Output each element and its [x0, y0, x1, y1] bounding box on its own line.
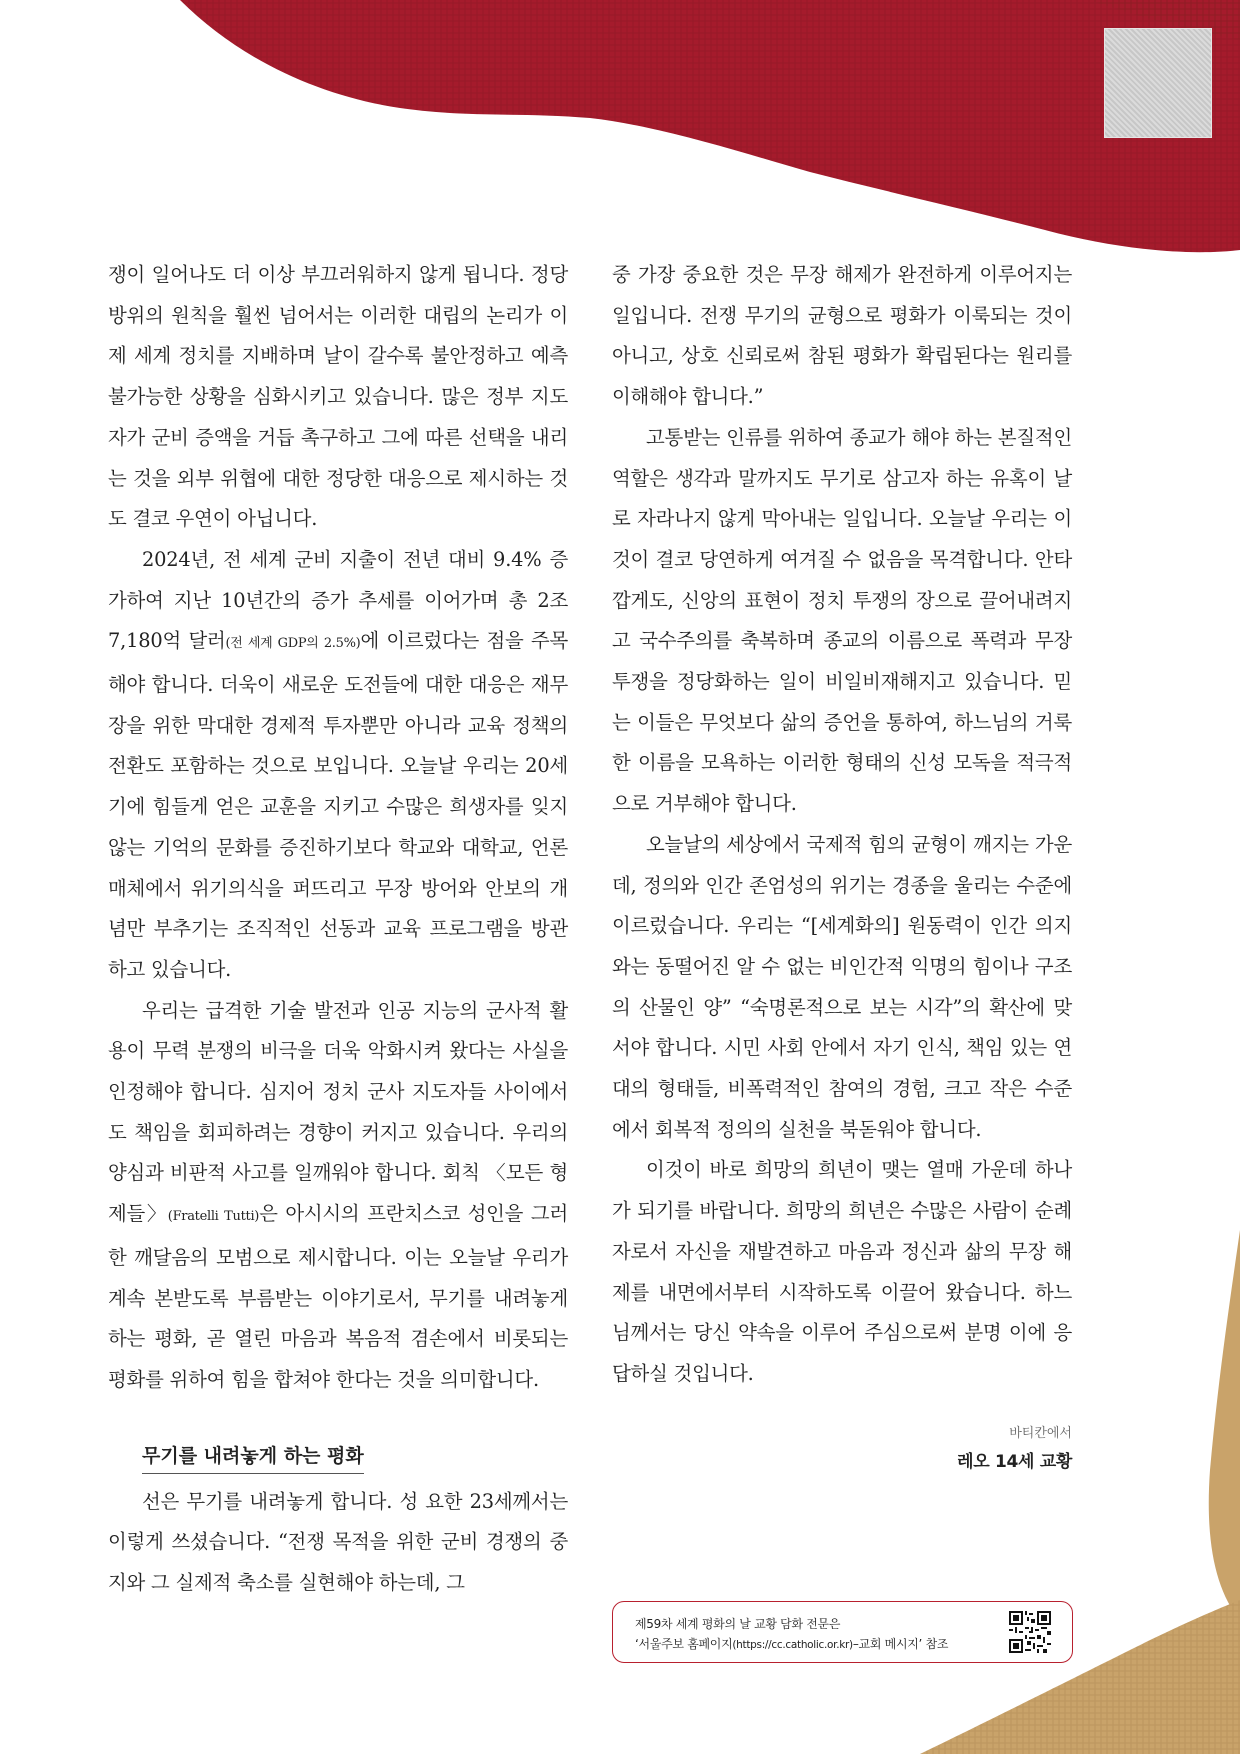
left-column	[108, 255, 568, 1604]
paragraph-text: 우리는 급격한 기술 발전과 인공 지능의 군사적 활용이 무력 분쟁의 비극을 더욱 악화시켜 왔다는 사실을 인정해야 합니다. 심지어 정치 군사 지도자들 사이에서도 책임을 회피하려는 경향이 커지고 있습니다. 우리의 양심과 비판적 사고를 일깨워야 합니다. 회칙 〈모든 형제들〉	[108, 998, 568, 1226]
paragraph-text: 에 이르렀다는 점을 주목해야 합니다. 더욱이 새로운 도전들에 대한 대응은 재무장을 위한 막대한 경제적 투자뿐만 아니라 교육 정책의 전환도 포함하는 것으로 보입니다. 오늘날 우리는 20세기에 힘들게 얻은 교훈을 지키고 수많은 희생자를 잊지 않는 기억의 문화를 증진하기보다 학교와 대학교, 언론 매체에서 위기의식을 퍼뜨리고 무장 방어와 안보의 개념만 부추기는 조직적인 선동과 교육 프로그램을 방관하고 있습니다.	[108, 629, 568, 981]
notice-line-2-end: –교회 메시지’ 참조	[852, 1637, 949, 1651]
notice-line-1: 제59차 세계 평화의 날 교황 담화 전문은	[635, 1617, 841, 1631]
paragraph: 이것이 바로 희망의 희년이 맺는 열매 가운데 하나가 되기를 바랍니다. 희망의 희년은 수많은 사람이 순례자로서 자신을 재발견하고 마음과 정신과 삶의 무장 해제를 내면에서부터 시작하도록 이끌어 왔습니다. 하느님께서는 당신 약속을 이루어 주심으로써 분명 이에 응답하실 것입니다.	[612, 1158, 1072, 1385]
paragraph	[108, 991, 568, 1401]
notice-url: (https://cc.catholic.or.kr)	[732, 1639, 853, 1651]
paragraph: 선은 무기를 내려놓게 합니다. 성 요한 23세께서는 이렇게 쓰셨습니다. “전쟁 목적을 위한 군비 경쟁의 중지와 그 실제적 축소를 실현해야 하는데, 그	[108, 1489, 568, 1595]
signature	[612, 1423, 1072, 1479]
paragraph: 고통받는 인류를 위하여 종교가 해야 하는 본질적인 역할은 생각과 말까지도 무기로 삼고자 하는 유혹이 날로 자라나지 않게 막아내는 일입니다. 오늘날 우리는 이것이 결코 당연하게 여겨질 수 없음을 목격합니다. 안타깝게도, 신앙의 표현이 정치 투쟁의 장으로 끌어내려지고 국수주의를 축복하며 종교의 이름으로 폭력과 무장 투쟁을 정당화하는 일이 비일비재해지고 있습니다. 믿는 이들은 무엇보다 삶의 증언을 통하여, 하느님의 거룩한 이름을 모욕하는 이러한 형태의 신성 모독을 적극적으로 거부해야 합니다.	[612, 425, 1072, 816]
signature-place: 바티칸에서	[1009, 1425, 1072, 1441]
notice-line-2-start: ‘서울주보 홈페이지	[635, 1637, 733, 1651]
qr-code-icon[interactable]	[1009, 1611, 1051, 1653]
paragraph-text: 2024년, 전 세계 군비 지출이 전년 대비 9.4% 증가하여 지난 10년간의 증가 추세를 이어가며 총 2조 7,180억 달러	[108, 547, 568, 653]
full-text-notice-box	[612, 1601, 1073, 1663]
paragraph: 쟁이 일어나도 더 이상 부끄러워하지 않게 됩니다. 정당방위의 원칙을 훨씬 넘어서는 이러한 대립의 논리가 이제 세계 정치를 지배하며 날이 갈수록 불안정하고 예측 불가능한 상황을 심화시키고 있습니다. 많은 정부 지도자가 군비 증액을 거듭 촉구하고 그에 따른 선택을 내리는 것을 외부 위협에 대한 정당한 대응으로 제시하는 것도 결코 우연이 아닙니다.	[108, 263, 568, 531]
right-column	[612, 255, 1072, 1479]
notice-text	[635, 1614, 948, 1655]
signature-name: 레오 14세 교황	[957, 1451, 1072, 1472]
gdp-note: (전 세계 GDP의 2.5%)	[225, 636, 361, 652]
page-thumbnail	[1104, 28, 1212, 138]
notice-line-2	[635, 1634, 948, 1655]
paragraph-text: 은 아시시의 프란치스코 성인을 그러한 깨달음의 모범으로 제시합니다. 이는 오늘날 우리가 계속 본받도록 부름받는 이야기로서, 무기를 내려놓게 하는 평화, 곧 열린 마음과 복음적 겸손에서 비롯되는 평화를 위하여 힘을 합쳐야 한다는 것을 의미합니다.	[108, 1202, 568, 1391]
gold-edge-right	[1209, 1230, 1240, 1620]
section-heading: 무기를 내려놓게 하는 평화	[142, 1441, 364, 1474]
fratelli-tutti-note: (Fratelli Tutti)	[167, 1209, 260, 1225]
paragraph: 중 가장 중요한 것은 무장 해제가 완전하게 이루어지는 일입니다. 전쟁 무기의 균형으로 평화가 이룩되는 것이 아니고, 상호 신뢰로써 참된 평화가 확립된다는 원리를 이해해야 합니다.”	[612, 263, 1072, 409]
paragraph: 오늘날의 세상에서 국제적 힘의 균형이 깨지는 가운데, 정의와 인간 존엄성의 위기는 경종을 울리는 수준에 이르렀습니다. 우리는 “[세계화의] 원동력이 인간 의지와는 동떨어진 알 수 없는 비인간적 익명의 힘이나 구조의 산물인 양” “숙명론적으로 보는 시각”의 확산에 맞서야 합니다. 시민 사회 안에서 자기 인식, 책임 있는 연대의 형태들, 비폭력적인 참여의 경험, 크고 작은 수준에서 회복적 정의의 실천을 북돋워야 합니다.	[612, 832, 1072, 1141]
paragraph	[108, 540, 568, 991]
